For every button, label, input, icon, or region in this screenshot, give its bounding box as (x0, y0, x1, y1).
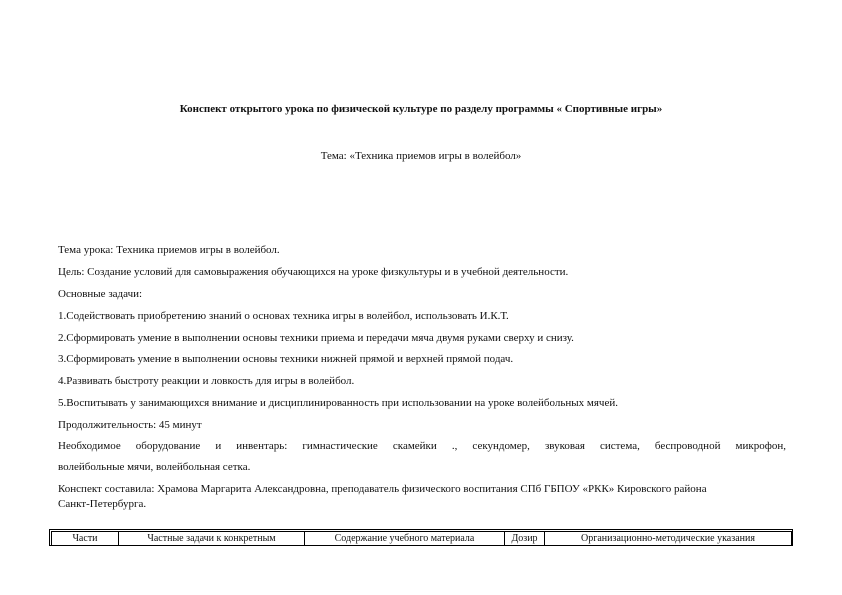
author-line-2: Санкт-Петербурга. (58, 498, 147, 510)
document-title: Конспект открытого урока по физической культуре по разделу программы « Спортивные игры» (179, 103, 663, 115)
task-item: 1.Содействовать приобретению знаний о основах техника игры в волейбол, использовать И.К.Т. (58, 310, 509, 322)
task-item: 5.Воспитывать у занимающихся внимание и дисциплинированность при использовании на уроке волейбольных мячей. (58, 397, 618, 409)
task-item: 4.Развивать быстроту реакции и ловкость для игры в волейбол. (58, 375, 355, 387)
task-item: 3.Сформировать умение в выполнении основы техники нижней прямой и верхней прямой подач. (58, 353, 514, 365)
column-header-tasks: Частные задачи к конкретным (119, 532, 305, 546)
equipment-line-1: Необходимое оборудование и инвентарь: гимнастические скамейки ., секундомер, звуковая система, беспроводной микрофон, (58, 440, 786, 452)
document-topic: Тема: «Техника приемов игры в волейбол» (320, 150, 522, 162)
lesson-duration: Продолжительность: 45 минут (58, 419, 202, 431)
lesson-goal: Цель: Создание условий для самовыражения обучающихся на уроке физкультуры и в учебной деятельности. (58, 266, 569, 278)
table-header-row (52, 532, 792, 546)
lesson-topic: Тема урока: Техника приемов игры в волейбол. (58, 244, 280, 256)
author-line-1: Конспект составила: Храмова Маргарита Александровна, преподаватель физического воспитания СПб ГБПОУ «РКК» Кировского района (58, 483, 707, 495)
task-item: 2.Сформировать умение в выполнении основы техники приема и передачи мяча двумя руками сверху и снизу. (58, 332, 574, 344)
column-header-dosage: Дозир (505, 532, 545, 546)
lesson-plan-table (51, 531, 792, 546)
tasks-heading: Основные задачи: (58, 288, 143, 300)
equipment-line-2: волейбольные мячи, волейбольная сетка. (58, 461, 251, 473)
column-header-content: Содержание учебного материала (305, 532, 505, 546)
column-header-parts: Части (52, 532, 119, 546)
column-header-guidelines: Организационно-методические указания (545, 532, 792, 546)
